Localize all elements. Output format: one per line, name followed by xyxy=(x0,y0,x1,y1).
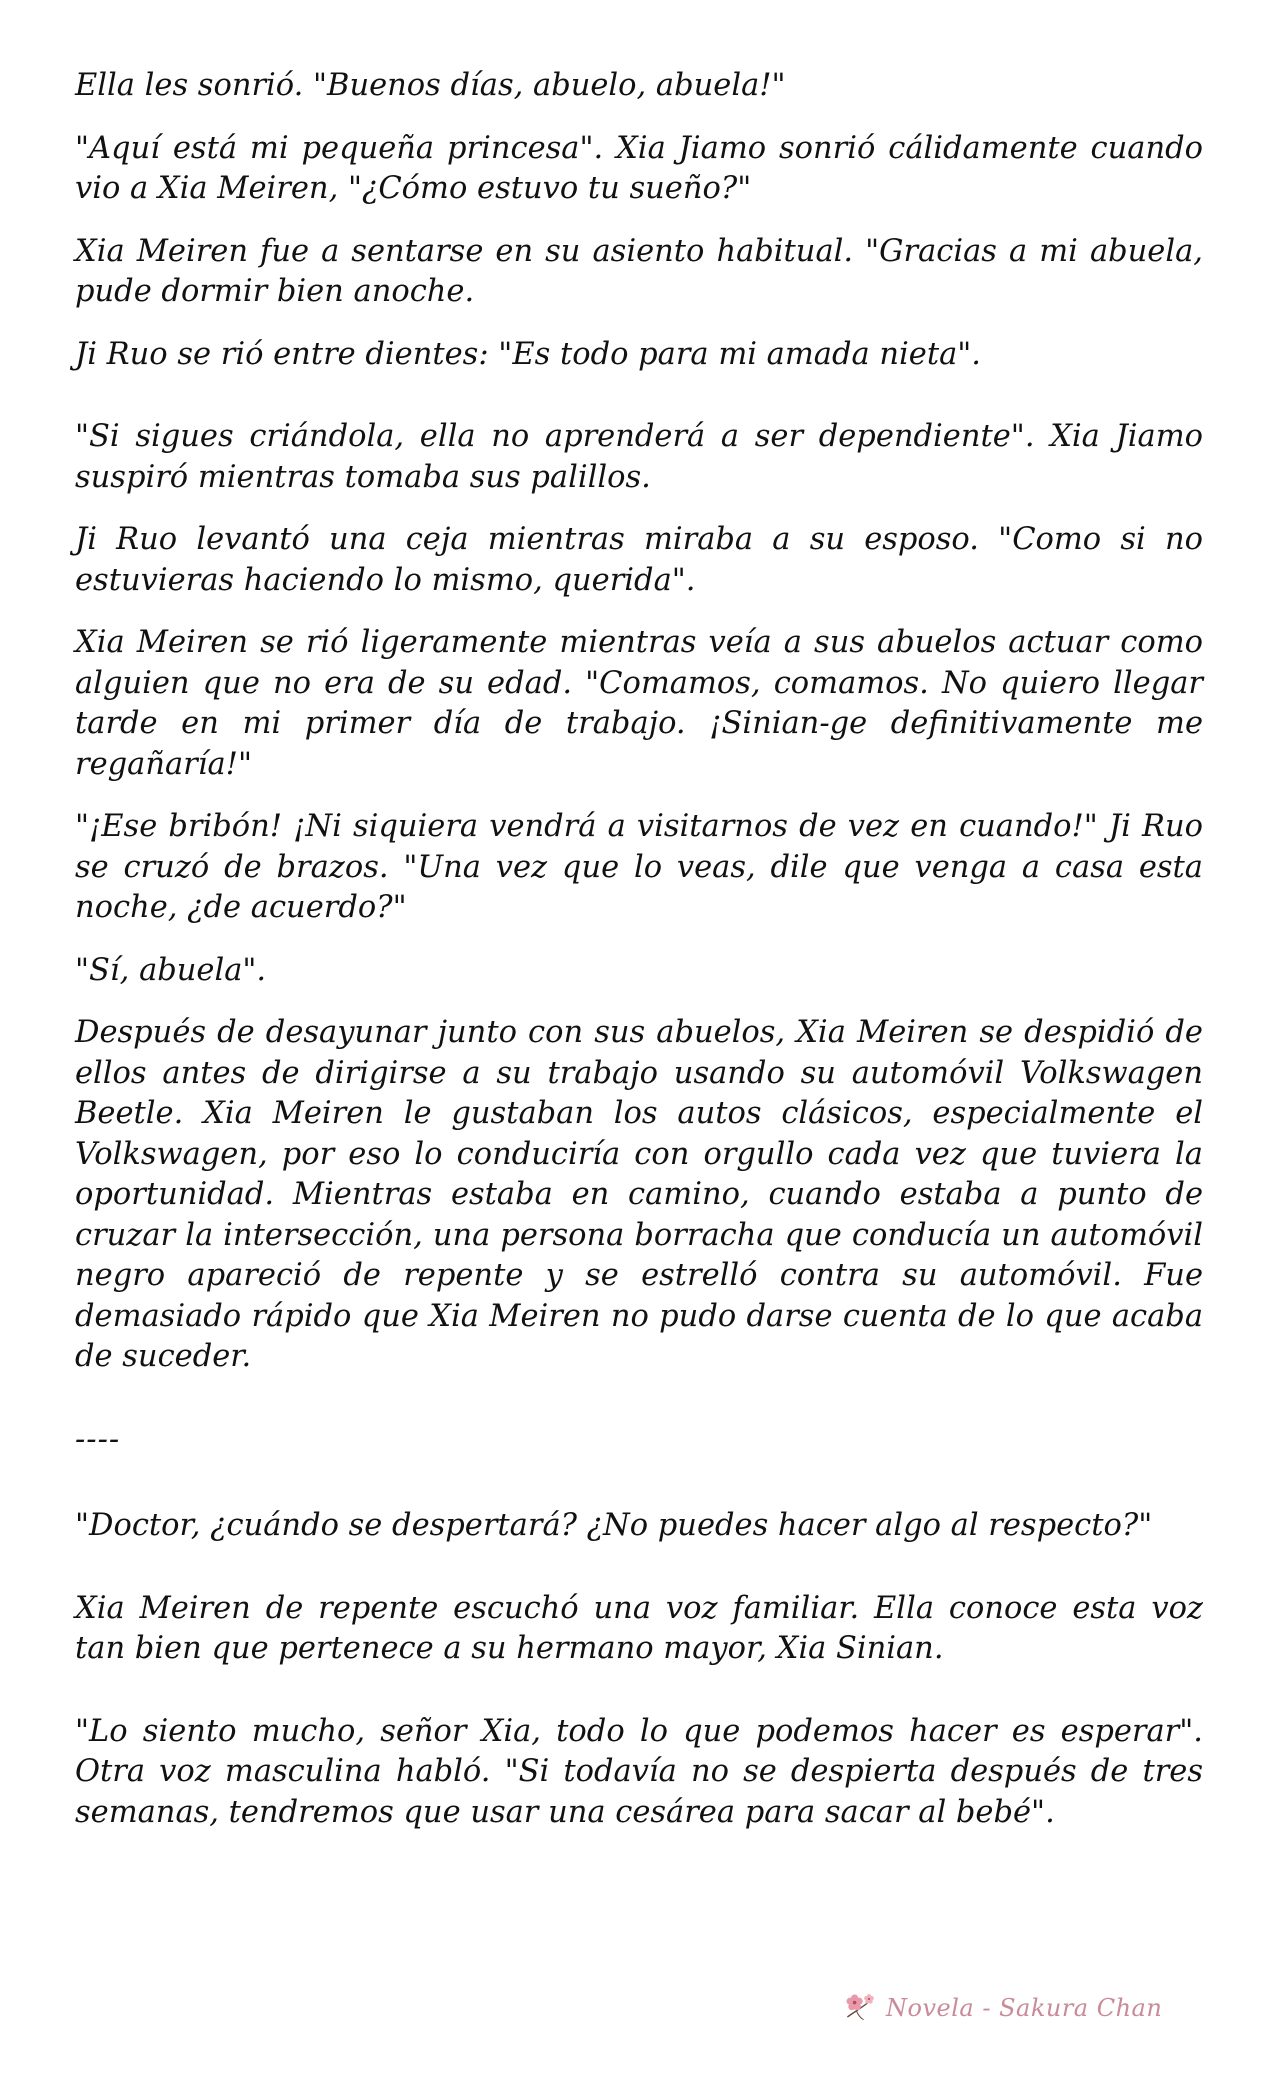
paragraph: "Lo siento mucho, señor Xia, todo lo que podemos hacer es esperar". Otra voz masculina habló. "Si todavía no se despierta después de tres semanas, tendremos que usar una cesárea para sacar al bebé". xyxy=(75,1713,1203,1830)
paragraph: Después de desayunar junto con sus abuelos, Xia Meiren se despidió de ellos antes de dirigirse a su trabajo usando su automóvil Volkswagen Beetle. Xia Meiren le gustaban los autos clásicos, especialmente el Volkswagen, por eso lo conduciría con orgullo cada vez que tuviera la oportunidad. Mientras estaba en camino, cuando estaba a punto de cruzar la intersección, una persona borracha que conducía un automóvil negro apareció de repente y se estrelló contra su automóvil. Fue demasiado rápido que Xia Meiren no pudo darse cuenta de lo que acaba de suceder. xyxy=(75,1015,1203,1374)
paragraph: "Doctor, ¿cuándo se despertará? ¿No puedes hacer algo al respecto?" xyxy=(75,1508,1153,1543)
paragraph: "Si sigues criándola, ella no aprenderá a ser dependiente". Xia Jiamo suspiró mientras tomaba sus palillos. xyxy=(75,419,1203,495)
watermark xyxy=(842,1988,1222,2028)
paragraph: "Aquí está mi pequeña princesa". Xia Jiamo sonrió cálidamente cuando vio a Xia Meiren, "¿Cómo estuvo tu sueño?" xyxy=(75,130,1203,206)
chapter-text xyxy=(75,66,1203,1855)
paragraph: "Sí, abuela". xyxy=(75,952,267,988)
paragraph: Ella les sonrió. "Buenos días, abuelo, abuela!" xyxy=(75,68,786,103)
paragraph: Xia Meiren de repente escuchó una voz familiar. Ella conoce esta voz tan bien que pertenece a su hermano mayor, Xia Sinian. xyxy=(75,1590,1203,1666)
paragraph: Ji Ruo se rió entre dientes: "Es todo para mi amada nieta". xyxy=(75,336,981,372)
paragraph: "¡Ese bribón! ¡Ni siquiera vendrá a visitarnos de vez en cuando!" Ji Ruo se cruzó de brazos. "Una vez que lo veas, dile que venga a casa esta noche, ¿de acuerdo?" xyxy=(75,809,1203,925)
paragraph: Xia Meiren fue a sentarse en su asiento habitual. "Gracias a mi abuela, pude dormir bien anoche. xyxy=(75,233,1203,309)
watermark-text: Novela - Sakura Chan xyxy=(886,1994,1163,2022)
scene-divider: ---- xyxy=(75,1421,121,1457)
paragraph: Xia Meiren se rió ligeramente mientras veía a sus abuelos actuar como alguien que no era de su edad. "Comamos, comamos. No quiero llegar tarde en mi primer día de trabajo. ¡Sinian-ge definitivamente me regañaría!" xyxy=(75,625,1203,782)
paragraph: Ji Ruo levantó una ceja mientras miraba a su esposo. "Como si no estuvieras haciendo lo mismo, querida". xyxy=(75,522,1203,598)
sakura-flower-icon xyxy=(842,1990,878,2026)
